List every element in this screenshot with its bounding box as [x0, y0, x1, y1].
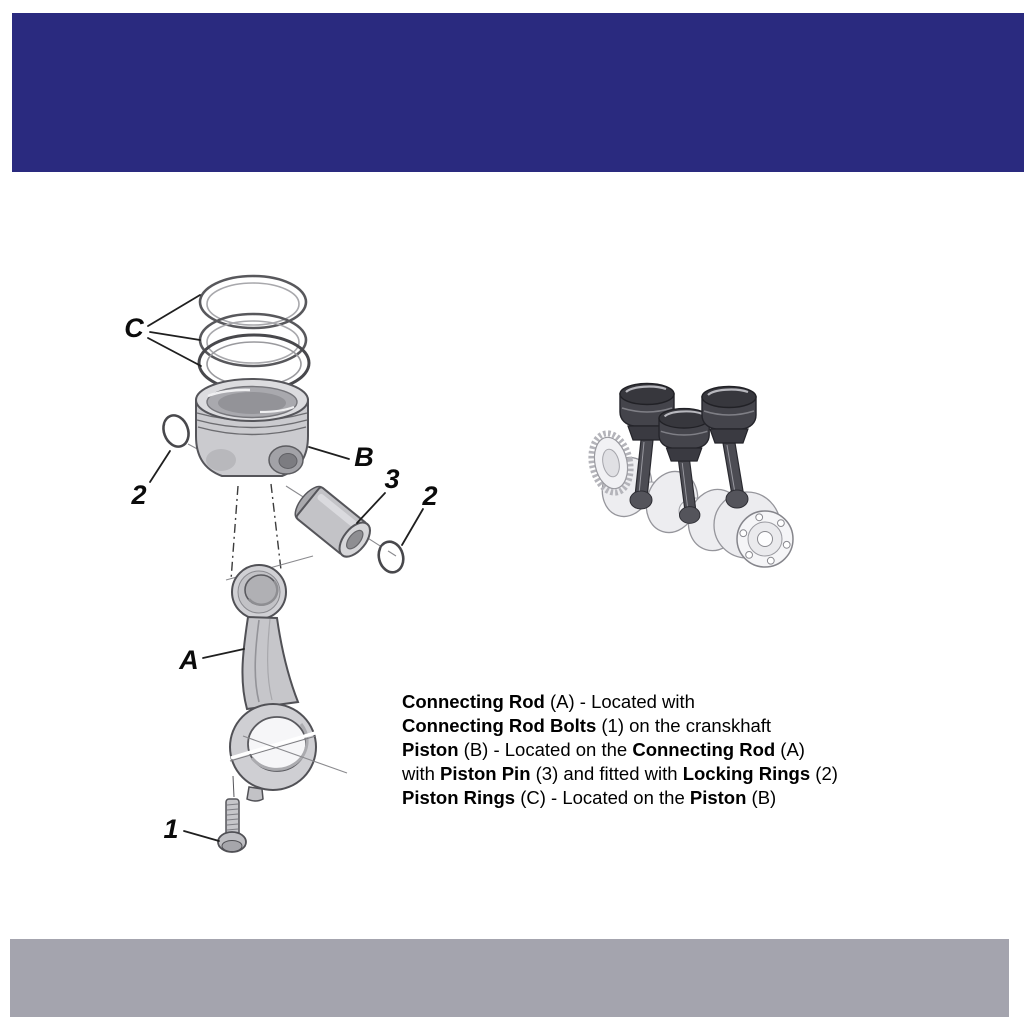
caption-normal: (1) on the cranskhaft	[596, 715, 772, 736]
top-banner	[12, 13, 1024, 172]
caption-bold: Connecting Rod Bolts	[402, 715, 597, 736]
caption-bold: Piston	[402, 739, 459, 760]
caption-bold: Connecting Rod	[402, 691, 545, 712]
label-locking-ring-right: 2	[422, 481, 438, 511]
piston-illustration	[196, 379, 308, 476]
label-bolt: 1	[163, 814, 179, 844]
label-piston: B	[354, 442, 374, 472]
label-piston-pin: 3	[384, 464, 400, 494]
piston-pin-leader	[357, 493, 385, 523]
caption-bold: Connecting Rod	[632, 739, 776, 760]
caption-line-3	[402, 738, 838, 762]
caption-normal: (B) - Located on the	[458, 739, 633, 760]
piston-pin-illustration	[290, 482, 376, 562]
rings-leader-lines	[148, 295, 201, 366]
caption-normal: (A)	[775, 739, 805, 760]
locking-ring-right-leader	[402, 509, 423, 545]
assembled-piston-3	[702, 387, 756, 509]
caption-normal: with	[402, 763, 441, 784]
label-connecting-rod: A	[179, 645, 199, 675]
locking-ring-left-leader	[150, 451, 170, 482]
connecting-rod-leader	[203, 649, 244, 658]
label-locking-ring-left: 2	[131, 480, 147, 510]
caption-bold: Piston	[689, 787, 747, 808]
caption-line-1	[402, 690, 838, 714]
caption-normal: (C) - Located on the	[515, 787, 690, 808]
caption-text	[402, 690, 838, 810]
caption-bold: Piston Pin	[440, 763, 531, 784]
bottom-banner	[10, 939, 1009, 1017]
caption-line-5	[402, 786, 838, 810]
caption-normal: (3) and fitted with	[530, 763, 683, 784]
caption-normal: (B)	[746, 787, 777, 808]
caption-line-2	[402, 714, 838, 738]
label-piston-rings: C	[124, 313, 144, 343]
caption-bold: Piston Rings	[402, 787, 516, 808]
caption-line-4	[402, 762, 838, 786]
assembled-crankshaft-illustration	[575, 375, 805, 585]
caption-normal: (A) - Located with	[544, 691, 695, 712]
piston-rings-illustration	[199, 276, 309, 391]
bolt-illustration	[218, 776, 246, 852]
caption-bold: Locking Rings	[682, 763, 811, 784]
connecting-rod-illustration	[226, 556, 347, 801]
caption-normal: (2)	[810, 763, 838, 784]
piston-leader	[309, 447, 349, 459]
bolt-leader	[184, 831, 219, 841]
